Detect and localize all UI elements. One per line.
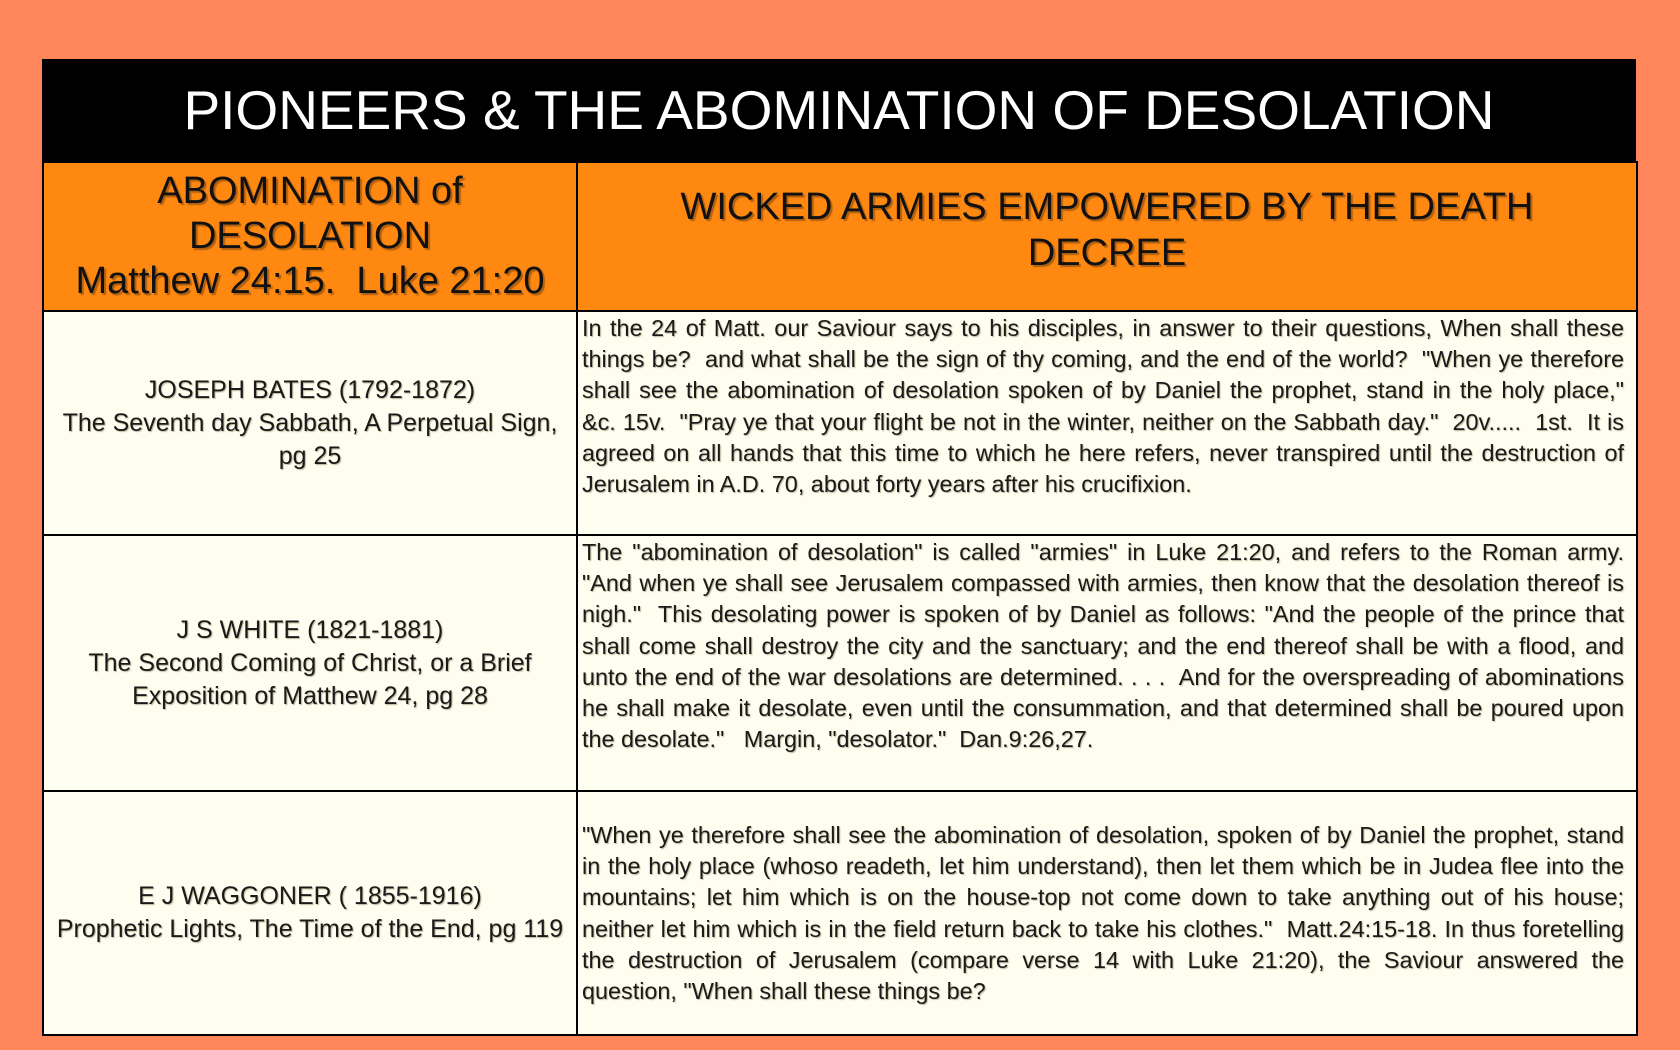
author-cell: [43, 311, 577, 535]
table-header-row: [43, 162, 1637, 311]
header-line-1: ABOMINATION of: [157, 170, 463, 212]
table-row: [43, 535, 1637, 791]
header-cell-wicked-armies: WICKED ARMIES EMPOWERED BY THE DEATH DECREE: [577, 162, 1637, 311]
page-title-bar: [42, 59, 1636, 161]
author-cell: [43, 535, 577, 791]
page-title: PIONEERS & THE ABOMINATION OF DESOLATION: [183, 79, 1495, 141]
author-cell: [43, 791, 577, 1035]
quote-cell: In the 24 of Matt. our Saviour says to his disciples, in answer to their questions, When shall these things be? and what shall be the sign of thy coming, and the end of the world? "When ye therefore shall see the abomination of desolation spoken of by Daniel the prophet, stand in the holy place," &c. 15v. "Pray ye that your flight be not in the winter, neither on the Sabbath day." 20v..... 1st. It is agreed on all hands that this time to which he here refers, never transpired until the destruction of Jerusalem in A.D. 70, about forty years after his crucifixion.: [577, 311, 1637, 535]
header-cell-abomination: [43, 162, 577, 311]
pioneers-table: [42, 161, 1638, 1036]
table-row: [43, 311, 1637, 535]
quote-cell: "When ye therefore shall see the abomination of desolation, spoken of by Daniel the prophet, stand in the holy place (whoso readeth, let him understand), then let them which be in Judea flee into the mountains; let him which is on the house-top not come down to take anything out of his house; neither let him which is in the field return back to take his clothes." Matt.24:15-18. In thus foretelling the destruction of Jerusalem (compare verse 14 with Luke 21:20), the Saviour answered the question, "When shall these things be?: [577, 791, 1637, 1035]
table-row: [43, 791, 1637, 1035]
header-line-3: Matthew 24:15. Luke 21:20: [75, 260, 545, 302]
source-title: The Seventh day Sabbath, A Perpetual Sign, pg 25: [62, 408, 558, 470]
source-title: Prophetic Lights, The Time of the End, pg 119: [56, 915, 564, 943]
author-name: J S WHITE (1821-1881): [176, 615, 444, 644]
slide: [42, 59, 1636, 1034]
source-title: The Second Coming of Christ, or a Brief Exposition of Matthew 24, pg 28: [88, 648, 532, 710]
header-line-2: DESOLATION: [188, 215, 432, 257]
author-name: E J WAGGONER ( 1855-1916): [138, 882, 482, 910]
quote-cell: The "abomination of desolation" is called "armies" in Luke 21:20, and refers to the Roman army. "And when ye shall see Jerusalem compassed with armies, then know that the desolation thereof is nigh." This desolating power is spoken of by Daniel as follows: "And the people of the prince that shall come shall destroy the city and the sanctuary; and the end thereof shall be with a flood, and unto the end of the war desolations are determined. . . . And for the overspreading of abominations he shall make it desolate, even until the consummation, and that determined shall be poured upon the desolate." Margin, "desolator." Dan.9:26,27.: [577, 535, 1637, 791]
author-name: JOSEPH BATES (1792-1872): [144, 375, 476, 404]
